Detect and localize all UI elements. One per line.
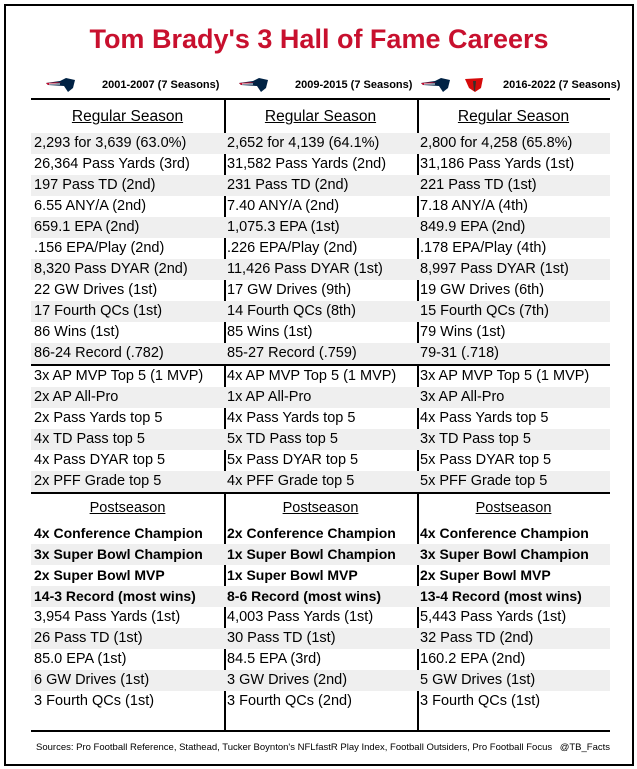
career-column-1 — [31, 100, 226, 730]
postseason-highlight-row: 2x Super Bowl MVP — [34, 567, 165, 583]
honor-row: 3x AP MVP Top 5 (1 MVP) — [34, 368, 204, 384]
stat-row: .156 EPA/Play (2nd) — [34, 240, 165, 256]
honor-row: 5x Pass DYAR top 5 — [420, 452, 552, 468]
career-column-3 — [417, 100, 610, 730]
era-label: 2016-2022 (7 Seasons) — [503, 79, 621, 91]
stat-row: 22 GW Drives (1st) — [34, 282, 158, 298]
honor-row: 4x TD Pass top 5 — [31, 429, 224, 450]
regular-season-header: Regular Season — [264, 108, 377, 125]
era-1 — [46, 72, 219, 98]
postseason-header: Postseason — [282, 500, 359, 516]
stat-row: 7.40 ANY/A (2nd) — [227, 198, 340, 214]
postseason-highlight-row: 14-3 Record (most wins) — [31, 586, 224, 607]
honor-row: 2x PFF Grade top 5 — [31, 471, 224, 492]
postseason-highlight-row: 1x Super Bowl MVP — [227, 567, 358, 583]
stat-row: 19 GW Drives (6th) — [420, 282, 545, 298]
honor-row: 4x PFF Grade top 5 — [224, 471, 417, 492]
stat-row: 221 Pass TD (1st) — [417, 175, 610, 196]
regular-season-header: Regular Season — [71, 108, 184, 125]
honor-row: 3x AP All-Pro — [417, 387, 610, 408]
honor-row: 3x TD Pass top 5 — [417, 429, 610, 450]
postseason-stat-row: 5 GW Drives (1st) — [417, 670, 610, 691]
postseason-highlight-row: 4x Conference Champion — [420, 525, 589, 541]
stat-row: 197 Pass TD (2nd) — [31, 175, 224, 196]
postseason-stat-row: 32 Pass TD (2nd) — [417, 628, 610, 649]
postseason-stat-row: 3,954 Pass Yards (1st) — [34, 609, 181, 625]
stat-row: 14 Fourth QCs (8th) — [224, 301, 417, 322]
patriots-logo-icon — [46, 78, 76, 92]
era-label: 2001-2007 (7 Seasons) — [102, 79, 220, 91]
honor-row: 5x PFF Grade top 5 — [417, 471, 610, 492]
postseason-stat-row: 84.5 EPA (3rd) — [227, 651, 322, 667]
buccaneers-logo-icon — [459, 78, 489, 92]
stat-row: 231 Pass TD (2nd) — [224, 175, 417, 196]
stat-row: 85 Wins (1st) — [227, 324, 313, 340]
postseason-stat-row: 5,443 Pass Yards (1st) — [420, 609, 567, 625]
infographic-frame — [4, 4, 634, 766]
patriots-logo-icon — [421, 78, 451, 92]
sources-note: Sources: Pro Football Reference, Stathead, Tucker Boynton's NFLfastR Play Index, Football Outsiders, Pro Football Focus — [36, 742, 553, 753]
stat-row: 8,320 Pass DYAR (2nd) — [31, 259, 224, 280]
postseason-highlight-row: 3x Super Bowl Champion — [417, 544, 610, 565]
postseason-stat-row: 3 Fourth QCs (2nd) — [227, 693, 352, 709]
postseason-highlight-row: 8-6 Record (most wins) — [224, 586, 417, 607]
postseason-stat-row: 3 Fourth QCs (1st) — [420, 693, 541, 709]
stat-row: 17 Fourth QCs (1st) — [31, 301, 224, 322]
stat-row: 17 GW Drives (9th) — [227, 282, 352, 298]
postseason-stat-row: 4,003 Pass Yards (1st) — [227, 609, 374, 625]
stat-row: 2,800 for 4,258 (65.8%) — [417, 133, 610, 154]
stat-row: 2,293 for 3,639 (63.0%) — [31, 133, 224, 154]
postseason-highlight-row: 1x Super Bowl Champion — [224, 544, 417, 565]
stat-row: 86-24 Record (.782) — [31, 343, 224, 364]
stat-row: 85-27 Record (.759) — [224, 343, 417, 364]
patriots-logo-icon — [239, 78, 269, 92]
stat-row: .178 EPA/Play (4th) — [420, 240, 547, 256]
postseason-highlight-row: 13-4 Record (most wins) — [417, 586, 610, 607]
regular-season-header: Regular Season — [457, 108, 570, 125]
postseason-stat-row: 3 Fourth QCs (1st) — [34, 693, 155, 709]
stat-row: 849.9 EPA (2nd) — [417, 217, 610, 238]
honor-row: 4x Pass Yards top 5 — [227, 410, 356, 426]
era-3 — [421, 72, 620, 98]
stat-row: 2,652 for 4,139 (64.1%) — [224, 133, 417, 154]
honor-row: 4x AP MVP Top 5 (1 MVP) — [227, 368, 397, 384]
postseason-header: Postseason — [89, 500, 166, 516]
stat-row: 11,426 Pass DYAR (1st) — [224, 259, 417, 280]
postseason-stat-row: 85.0 EPA (1st) — [34, 651, 127, 667]
honor-row: 4x Pass DYAR top 5 — [34, 452, 166, 468]
stat-row: 31,186 Pass Yards (1st) — [420, 156, 575, 172]
postseason-stat-row: 30 Pass TD (1st) — [224, 628, 417, 649]
stat-row: .226 EPA/Play (2nd) — [227, 240, 358, 256]
stat-row: 26,364 Pass Yards (3rd) — [34, 156, 190, 172]
postseason-highlight-row: 4x Conference Champion — [34, 525, 203, 541]
postseason-stat-row: 3 GW Drives (2nd) — [224, 670, 417, 691]
page-title: Tom Brady's 3 Hall of Fame Careers — [89, 24, 549, 54]
twitter-handle: @TB_Facts — [559, 742, 610, 753]
era-2 — [239, 72, 412, 98]
honor-row: 3x AP MVP Top 5 (1 MVP) — [420, 368, 590, 384]
stat-row: 79-31 (.718) — [417, 343, 610, 364]
stat-row: 8,997 Pass DYAR (1st) — [417, 259, 610, 280]
honor-row: 5x Pass DYAR top 5 — [227, 452, 359, 468]
honor-row: 4x Pass Yards top 5 — [420, 410, 549, 426]
postseason-stat-row: 26 Pass TD (1st) — [31, 628, 224, 649]
honor-row: 1x AP All-Pro — [224, 387, 417, 408]
postseason-header: Postseason — [475, 500, 552, 516]
stat-row: 86 Wins (1st) — [34, 324, 120, 340]
career-column-2 — [224, 100, 419, 730]
stat-row: 31,582 Pass Yards (2nd) — [227, 156, 387, 172]
stat-row: 7.18 ANY/A (4th) — [420, 198, 529, 214]
postseason-stat-row: 160.2 EPA (2nd) — [420, 651, 526, 667]
era-label: 2009-2015 (7 Seasons) — [295, 79, 413, 91]
stat-row: 15 Fourth QCs (7th) — [417, 301, 610, 322]
careers-table — [31, 98, 610, 732]
postseason-highlight-row: 2x Super Bowl MVP — [420, 567, 551, 583]
postseason-highlight-row: 2x Conference Champion — [227, 525, 396, 541]
postseason-stat-row: 6 GW Drives (1st) — [31, 670, 224, 691]
stat-row: 79 Wins (1st) — [420, 324, 506, 340]
postseason-highlight-row: 3x Super Bowl Champion — [31, 544, 224, 565]
stat-row: 1,075.3 EPA (1st) — [224, 217, 417, 238]
honor-row: 2x AP All-Pro — [31, 387, 224, 408]
stat-row: 659.1 EPA (2nd) — [31, 217, 224, 238]
stat-row: 6.55 ANY/A (2nd) — [34, 198, 147, 214]
honor-row: 2x Pass Yards top 5 — [34, 410, 163, 426]
honor-row: 5x TD Pass top 5 — [224, 429, 417, 450]
